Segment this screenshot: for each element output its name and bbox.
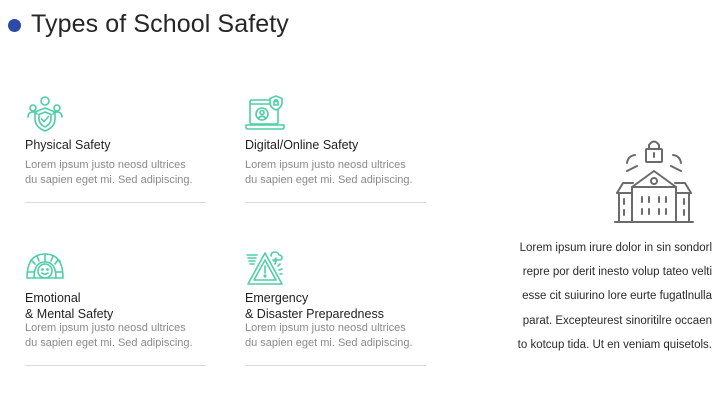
paragraph-line: Lorem ipsum irure dolor in sin sondorl <box>519 242 712 254</box>
card-title-line: Emergency <box>245 291 309 305</box>
card-title-line: Emotional <box>25 291 81 305</box>
card-title-line: & Disaster Preparedness <box>245 307 384 321</box>
paragraph-line: esse cit suiurino lore eurte fugatlnulla <box>522 290 712 303</box>
card-description-line: du sapien eget mi. Sed adipiscing. <box>245 337 413 349</box>
warning-disaster-icon <box>245 250 285 288</box>
card-divider <box>25 202 206 203</box>
card-title: Digital/Online Safety <box>245 138 359 152</box>
page-header <box>8 8 289 40</box>
page-title: Types of School Safety <box>31 9 289 38</box>
card-divider <box>245 202 426 203</box>
card-description-line: Lorem ipsum justo neosd ultrices <box>245 322 406 334</box>
card-description-line: Lorem ipsum justo neosd ultrices <box>245 159 406 171</box>
card-divider <box>25 365 206 366</box>
title-bullet-icon <box>8 19 21 32</box>
paragraph-line: parat. Excepteurest sinoritilre occaen <box>522 314 712 327</box>
shield-people-icon <box>25 95 65 133</box>
card-description <box>25 321 193 351</box>
card-title-line: & Mental Safety <box>25 307 114 321</box>
paragraph-line: to kotcup tida. Ut en veniam quisetols. <box>517 338 712 351</box>
card-emotional-mental-safety <box>25 250 207 368</box>
school-lock-icon <box>613 137 695 227</box>
card-emergency-disaster-preparedness <box>245 250 427 368</box>
side-paragraph <box>476 236 712 357</box>
card-description-line: du sapien eget mi. Sed adipiscing. <box>245 174 413 186</box>
card-description-line: Lorem ipsum justo neosd ultrices <box>25 322 186 334</box>
smiling-head-icon <box>25 250 65 288</box>
card-title: Physical Safety <box>25 138 111 152</box>
card-physical-safety <box>25 95 207 205</box>
card-title <box>245 290 384 322</box>
card-description-line: du sapien eget mi. Sed adipiscing. <box>25 337 193 349</box>
card-description <box>245 158 413 188</box>
laptop-shield-user-icon <box>245 95 285 133</box>
card-divider <box>245 365 426 366</box>
card-description <box>245 321 413 351</box>
card-digital-online-safety <box>245 95 427 205</box>
card-description <box>25 158 193 188</box>
card-title <box>25 290 113 322</box>
card-description-line: Lorem ipsum justo neosd ultrices <box>25 159 186 171</box>
paragraph-line: repre por derit inesto volup tateo velti <box>522 266 712 279</box>
card-description-line: du sapien eget mi. Sed adipiscing. <box>25 174 193 186</box>
